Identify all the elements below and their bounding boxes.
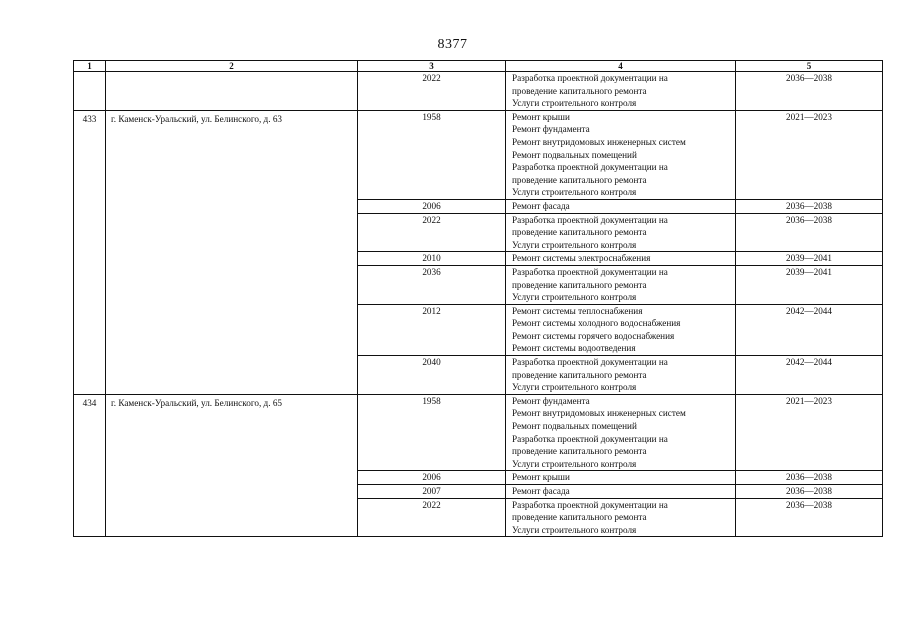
work-item: проведение капитального ремонта xyxy=(512,174,647,185)
works-cell xyxy=(506,110,736,199)
table-row xyxy=(74,110,883,199)
work-item: Разработка проектной документации на xyxy=(512,162,668,173)
works-cell xyxy=(506,213,736,252)
works-cell xyxy=(506,394,736,471)
works-cell xyxy=(506,498,736,537)
work-item: Услуги строительного контроля xyxy=(512,382,637,393)
work-item: Ремонт внутридомовых инженерных систем xyxy=(512,136,686,147)
period-cell: 2036—2038 xyxy=(736,498,883,537)
period-cell: 2021—2023 xyxy=(736,110,883,199)
work-item: Разработка проектной документации на xyxy=(512,433,668,444)
work-item: Разработка проектной документации на xyxy=(512,214,668,225)
period-cell: 2036—2038 xyxy=(736,213,883,252)
table-row xyxy=(74,394,883,471)
table-row xyxy=(74,72,883,111)
work-item: Разработка проектной документации на xyxy=(512,357,668,368)
header-col-1: 1 xyxy=(74,61,106,72)
work-item: Ремонт крыши xyxy=(512,472,570,483)
work-item: Услуги строительного контроля xyxy=(512,187,637,198)
work-item: Ремонт подвальных помещений xyxy=(512,421,637,432)
work-item: Ремонт фундамента xyxy=(512,124,590,135)
address-cell: г. Каменск-Уральский, ул. Белинского, д. 63 xyxy=(106,110,358,394)
work-item: Разработка проектной документации на xyxy=(512,499,668,510)
year-cell: 2022 xyxy=(358,213,506,252)
work-item: Разработка проектной документации на xyxy=(512,73,668,83)
work-item: Ремонт системы холодного водоснабжения xyxy=(512,318,681,329)
works-cell xyxy=(506,356,736,395)
works-cell xyxy=(506,199,736,213)
year-cell: 2010 xyxy=(358,252,506,266)
year-cell: 2006 xyxy=(358,199,506,213)
work-item: проведение капитального ремонта xyxy=(512,369,647,380)
work-item: Ремонт крыши xyxy=(512,111,570,122)
period-cell: 2036—2038 xyxy=(736,485,883,499)
work-item: Ремонт фундамента xyxy=(512,395,590,406)
works-cell xyxy=(506,265,736,304)
work-item: Услуги строительного контроля xyxy=(512,524,637,535)
header-row xyxy=(74,61,883,72)
period-cell: 2042—2044 xyxy=(736,356,883,395)
period-cell: 2042—2044 xyxy=(736,304,883,355)
works-cell xyxy=(506,72,736,111)
period-cell: 2039—2041 xyxy=(736,252,883,266)
period-cell: 2036—2038 xyxy=(736,199,883,213)
work-item: Ремонт фасада xyxy=(512,200,570,211)
works-cell xyxy=(506,485,736,499)
header-col-4: 4 xyxy=(506,61,736,72)
work-item: Услуги строительного контроля xyxy=(512,239,637,250)
year-cell: 2006 xyxy=(358,471,506,485)
header-col-2: 2 xyxy=(106,61,358,72)
work-item: Ремонт системы водоотведения xyxy=(512,343,636,354)
period-cell: 2039—2041 xyxy=(736,265,883,304)
work-item: Услуги строительного контроля xyxy=(512,98,637,109)
year-cell: 2036 xyxy=(358,265,506,304)
header-col-3: 3 xyxy=(358,61,506,72)
table-body xyxy=(74,61,883,537)
period-cell: 2036—2038 xyxy=(736,471,883,485)
year-cell: 2012 xyxy=(358,304,506,355)
year-cell: 1958 xyxy=(358,394,506,471)
work-item: Ремонт фасада xyxy=(512,486,570,496)
work-item: Ремонт системы теплоснабжения xyxy=(512,305,643,316)
works-cell xyxy=(506,304,736,355)
work-item: проведение капитального ремонта xyxy=(512,85,647,96)
work-item: Услуги строительного контроля xyxy=(512,292,637,303)
year-cell: 2022 xyxy=(358,498,506,537)
work-item: Разработка проектной документации на xyxy=(512,266,668,277)
year-cell: 1958 xyxy=(358,110,506,199)
year-cell: 2040 xyxy=(358,356,506,395)
works-cell xyxy=(506,471,736,485)
row-number: 433 xyxy=(74,110,106,394)
work-item: Услуги строительного контроля xyxy=(512,458,637,469)
work-item: Ремонт подвальных помещений xyxy=(512,149,637,160)
works-cell xyxy=(506,252,736,266)
work-item: проведение капитального ремонта xyxy=(512,279,647,290)
address-cell: г. Каменск-Уральский, ул. Белинского, д. 65 xyxy=(106,394,358,537)
work-item: Ремонт системы горячего водоснабжения xyxy=(512,330,675,341)
period-cell: 2021—2023 xyxy=(736,394,883,471)
address-cell xyxy=(106,72,358,111)
header-col-5: 5 xyxy=(736,61,883,72)
work-item: проведение капитального ремонта xyxy=(512,446,647,457)
work-item: Ремонт внутридомовых инженерных систем xyxy=(512,408,686,419)
work-item: проведение капитального ремонта xyxy=(512,512,647,523)
capital-repair-table xyxy=(73,60,883,537)
work-item: Ремонт системы электроснабжения xyxy=(512,253,651,264)
page-number: 8377 xyxy=(437,37,468,52)
year-cell: 2007 xyxy=(358,485,506,499)
period-cell: 2036—2038 xyxy=(736,72,883,111)
work-item: проведение капитального ремонта xyxy=(512,227,647,238)
year-cell: 2022 xyxy=(358,72,506,111)
row-number xyxy=(74,72,106,111)
row-number: 434 xyxy=(74,394,106,537)
